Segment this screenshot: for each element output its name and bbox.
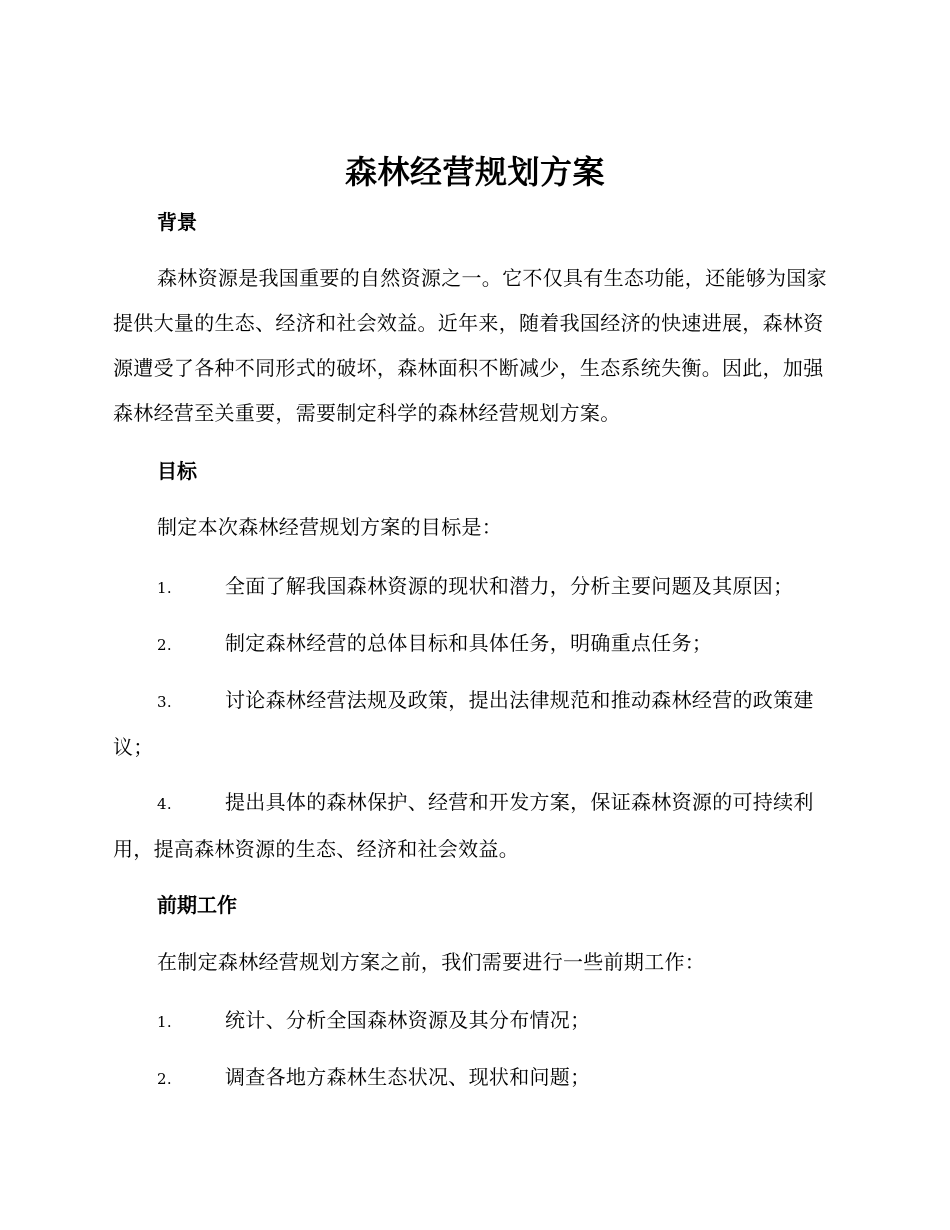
goals-list-item [113, 564, 835, 611]
goals-list-item [113, 780, 835, 872]
list-number: 2. [157, 1070, 172, 1088]
goals-list-item [113, 678, 835, 770]
list-number: 1. [157, 579, 172, 597]
section-heading-preliminary: 前期工作 [157, 893, 237, 917]
goals-intro: 制定本次森林经营规划方案的目标是： [157, 515, 503, 539]
section-heading-goals: 目标 [157, 459, 197, 483]
list-text: 制定森林经营的总体目标和具体任务，明确重点任务； [225, 631, 713, 655]
goals-list-item [113, 621, 835, 668]
preliminary-list-item [113, 998, 835, 1045]
list-text: 统计、分析全国森林资源及其分布情况； [225, 1008, 591, 1032]
list-number: 3. [157, 693, 172, 711]
list-text: 提出具体的森林保护、经营和开发方案，保证森林资源的可持续利用，提高森林资源的生态、经济和社会效益。 [113, 790, 814, 861]
list-text: 调查各地方森林生态状况、现状和问题； [225, 1065, 591, 1089]
preliminary-intro: 在制定森林经营规划方案之前，我们需要进行一些前期工作： [157, 950, 706, 974]
list-text: 全面了解我国森林资源的现状和潜力，分析主要问题及其原因； [225, 574, 794, 598]
section-heading-background: 背景 [157, 210, 197, 234]
document-title: 森林经营规划方案 [344, 153, 605, 191]
list-text: 讨论森林经营法规及政策，提出法律规范和推动森林经营的政策建议； [113, 688, 814, 759]
list-number: 2. [157, 636, 172, 654]
background-paragraph: 森林资源是我国重要的自然资源之一。它不仅具有生态功能，还能够为国家提供大量的生态、经济和社会效益。近年来，随着我国经济的快速进展，森林资源遭受了各种不同形式的破坏，森林面积不断减少，生态系统失衡。因此，加强森林经营至关重要，需要制定科学的森林经营规划方案。 [113, 266, 827, 425]
list-number: 1. [157, 1013, 172, 1031]
list-number: 4. [157, 795, 172, 813]
preliminary-list-item [113, 1055, 835, 1102]
